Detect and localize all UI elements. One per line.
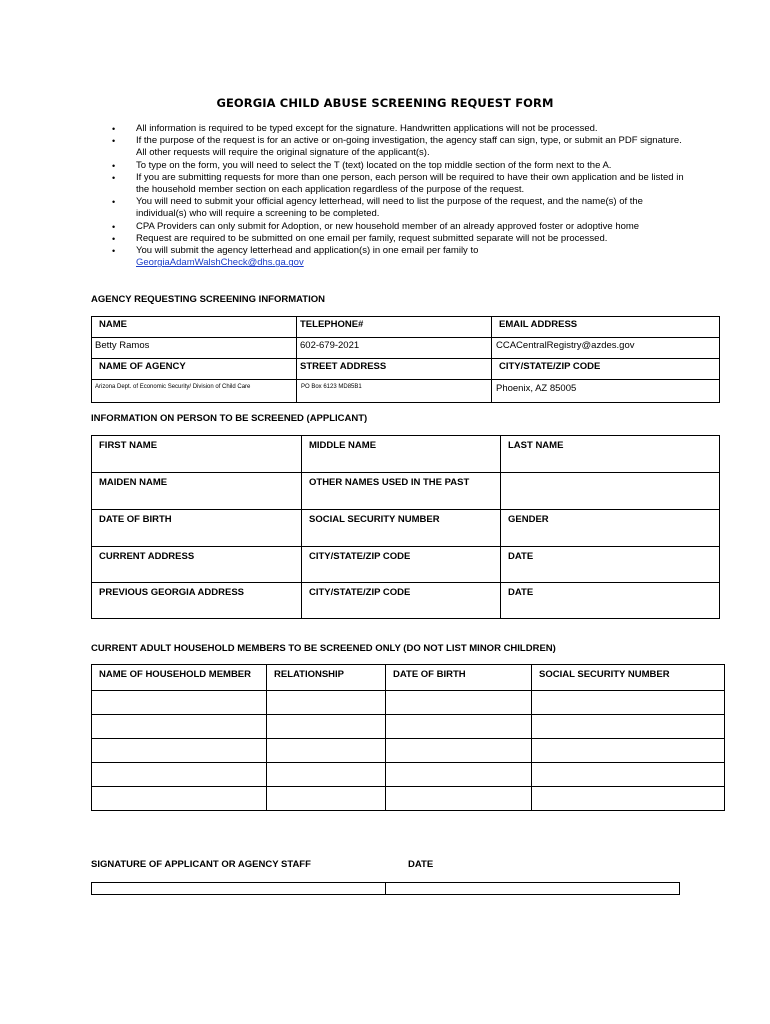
instruction-item: • If the purpose of the request is for an active or on-going investigation, the agency staff can sign, type, or submit an PDF signature. All other requests will require the original signature of the applicant(s). (112, 135, 692, 159)
household-ssn-header: SOCIAL SECURITY NUMBER (532, 665, 725, 691)
household-name-header: NAME OF HOUSEHOLD MEMBER (92, 665, 267, 691)
previous-city-field[interactable]: CITY/STATE/ZIP CODE (302, 583, 501, 619)
current-address-field[interactable]: CURRENT ADDRESS (92, 547, 302, 583)
city-label: CITY/STATE/ZIP CODE (492, 359, 720, 380)
city-field[interactable]: Phoenix, AZ 85005 (492, 380, 720, 403)
applicant-table (91, 435, 720, 619)
agency-table (91, 316, 720, 403)
household-ssn-cell[interactable] (532, 763, 725, 787)
household-ssn-cell[interactable] (532, 715, 725, 739)
household-dob-cell[interactable] (386, 715, 532, 739)
email-label: EMAIL ADDRESS (492, 317, 720, 338)
household-relationship-cell[interactable] (267, 787, 386, 811)
maiden-name-field[interactable]: MAIDEN NAME (92, 473, 302, 510)
household-dob-cell[interactable] (386, 763, 532, 787)
previous-address-field[interactable]: PREVIOUS GEORGIA ADDRESS (92, 583, 302, 619)
household-relationship-cell[interactable] (267, 763, 386, 787)
household-name-cell[interactable] (92, 739, 267, 763)
current-city-field[interactable]: CITY/STATE/ZIP CODE (302, 547, 501, 583)
household-dob-cell[interactable] (386, 739, 532, 763)
agency-name-label: NAME (92, 317, 297, 338)
household-name-cell[interactable] (92, 787, 267, 811)
instruction-item: • To type on the form, you will need to select the T (text) located on the top middle section of the form next to the A. (112, 160, 692, 172)
street-field[interactable]: PO Box 6123 MD85B1 (297, 380, 492, 403)
instruction-item: • CPA Providers can only submit for Adoption, or new household member of an already approved foster or adoptive home (112, 221, 692, 233)
table-row (92, 691, 725, 715)
household-dob-cell[interactable] (386, 691, 532, 715)
household-dob-header: DATE OF BIRTH (386, 665, 532, 691)
household-relationship-header: RELATIONSHIP (267, 665, 386, 691)
signature-table (91, 882, 680, 895)
household-relationship-cell[interactable] (267, 691, 386, 715)
other-names-extra-field[interactable] (501, 473, 720, 510)
table-row (92, 715, 725, 739)
email-link[interactable]: GeorgiaAdamWalshCheck@dhs.ga.gov (136, 257, 304, 269)
form-title: GEORGIA CHILD ABUSE SCREENING REQUEST FORM (216, 96, 554, 110)
agency-field[interactable]: Arizona Dept. of Economic Security/ Division of Child Care (92, 380, 297, 403)
instructions-list (112, 123, 692, 269)
signature-date-field[interactable] (386, 883, 680, 895)
table-row (92, 787, 725, 811)
other-names-field[interactable]: OTHER NAMES USED IN THE PAST (302, 473, 501, 510)
first-name-field[interactable]: FIRST NAME (92, 436, 302, 473)
instruction-item: • All information is required to be typed except for the signature. Handwritten applications will not be processed. (112, 123, 692, 135)
instruction-item: • You will need to submit your official agency letterhead, will need to list the purpose of the request, and the name(s) of the individual(s) who will require a screening to be completed. (112, 196, 692, 220)
household-relationship-cell[interactable] (267, 739, 386, 763)
ssn-field[interactable]: SOCIAL SECURITY NUMBER (302, 510, 501, 547)
household-ssn-cell[interactable] (532, 787, 725, 811)
instruction-item: • If you are submitting requests for more than one person, each person will be required to have their own application and be listed in the household member section on each application regardless of the purpose of the request. (112, 172, 692, 196)
household-dob-cell[interactable] (386, 787, 532, 811)
telephone-field[interactable]: 602-679-2021 (297, 338, 492, 359)
household-name-cell[interactable] (92, 691, 267, 715)
instruction-text: You will submit the agency letterhead and application(s) in one email per family to (136, 245, 479, 257)
agency-section-title: AGENCY REQUESTING SCREENING INFORMATION (91, 294, 325, 305)
household-name-cell[interactable] (92, 715, 267, 739)
table-row (92, 739, 725, 763)
agency-name-field[interactable]: Betty Ramos (92, 338, 297, 359)
previous-date-field[interactable]: DATE (501, 583, 720, 619)
instruction-item: • Request are required to be submitted on one email per family, request submitted separate will not be processed. (112, 233, 692, 245)
applicant-section-title: INFORMATION ON PERSON TO BE SCREENED (APPLICANT) (91, 413, 368, 424)
instruction-item (112, 245, 692, 269)
gender-field[interactable]: GENDER (501, 510, 720, 547)
middle-name-field[interactable]: MIDDLE NAME (302, 436, 501, 473)
household-ssn-cell[interactable] (532, 691, 725, 715)
household-relationship-cell[interactable] (267, 715, 386, 739)
dob-field[interactable]: DATE OF BIRTH (92, 510, 302, 547)
street-label: STREET ADDRESS (297, 359, 492, 380)
household-section-title: CURRENT ADULT HOUSEHOLD MEMBERS TO BE SCREENED ONLY (DO NOT LIST MINOR CHILDREN) (91, 643, 556, 654)
email-field[interactable]: CCACentralRegistry@azdes.gov (492, 338, 720, 359)
agency-label: NAME OF AGENCY (92, 359, 297, 380)
current-date-field[interactable]: DATE (501, 547, 720, 583)
telephone-label: TELEPHONE# (297, 317, 492, 338)
last-name-field[interactable]: LAST NAME (501, 436, 720, 473)
household-name-cell[interactable] (92, 763, 267, 787)
household-table (91, 664, 725, 811)
signature-field[interactable] (92, 883, 386, 895)
table-row (92, 763, 725, 787)
signature-label: SIGNATURE OF APPLICANT OR AGENCY STAFF (91, 859, 311, 870)
household-ssn-cell[interactable] (532, 739, 725, 763)
signature-date-label: DATE (408, 859, 434, 870)
